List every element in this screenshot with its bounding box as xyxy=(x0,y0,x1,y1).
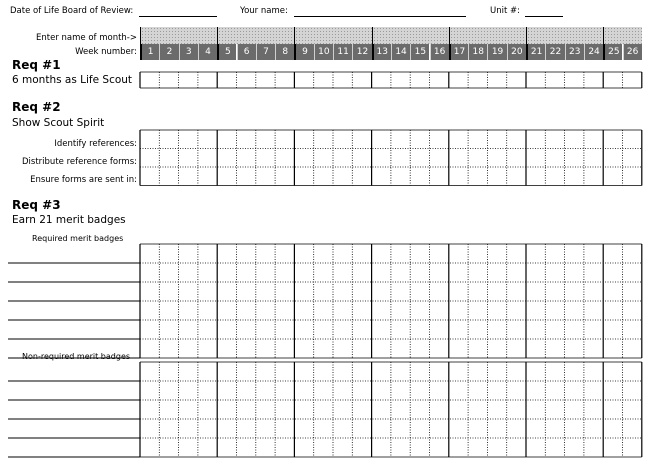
week-number-cell: 19 xyxy=(487,44,506,60)
week-number-cell: 13 xyxy=(372,44,391,60)
req2-row-label-1: Identify references: xyxy=(54,139,137,149)
week-number-cell: 24 xyxy=(584,44,603,60)
req2-description: Show Scout Spirit xyxy=(12,117,105,129)
req1-row-label: 6 months as Life Scout xyxy=(12,74,133,86)
month-label: Enter name of month-> xyxy=(36,33,137,43)
week-number-cell: 18 xyxy=(468,44,487,60)
week-number-cell: 4 xyxy=(198,44,217,60)
week-number-cell: 25 xyxy=(603,44,622,60)
week-number-label: Week number: xyxy=(75,47,137,57)
required-badges-label: Required merit badges xyxy=(32,234,124,243)
req1-title: Req #1 xyxy=(12,58,61,72)
week-number-cell: 21 xyxy=(526,44,545,60)
week-number-cell: 7 xyxy=(256,44,275,60)
week-number-cell: 12 xyxy=(352,44,371,60)
week-number-cell: 15 xyxy=(410,44,429,60)
unit-label: Unit #: xyxy=(490,6,520,16)
week-number-cell: 10 xyxy=(314,44,333,60)
week-number-cell: 1 xyxy=(140,44,159,60)
req2-row-label-3: Ensure forms are sent in: xyxy=(30,175,137,185)
week-number-cell: 3 xyxy=(179,44,198,60)
week-number-cell: 8 xyxy=(275,44,294,60)
review-date-label: Date of Life Board of Review: xyxy=(10,6,134,16)
name-label: Your name: xyxy=(240,6,288,16)
week-number-cell: 5 xyxy=(217,44,236,60)
week-number-cell: 14 xyxy=(391,44,410,60)
week-number-cell: 2 xyxy=(159,44,178,60)
week-number-cell: 22 xyxy=(545,44,564,60)
req2-row-label-2: Distribute reference forms: xyxy=(22,157,137,167)
week-number-cell: 16 xyxy=(430,44,449,60)
week-number-cell: 6 xyxy=(237,44,256,60)
nonrequired-badges-label: Non-required merit badges xyxy=(22,352,131,361)
week-number-cell: 9 xyxy=(294,44,313,60)
week-number-cell: 26 xyxy=(623,44,642,60)
week-number-cell: 17 xyxy=(449,44,468,60)
req3-description: Earn 21 merit badges xyxy=(12,214,126,226)
week-number-cell: 11 xyxy=(333,44,352,60)
week-number-cell: 23 xyxy=(565,44,584,60)
week-number-cell: 20 xyxy=(507,44,526,60)
req2-title: Req #2 xyxy=(12,100,61,114)
req3-title: Req #3 xyxy=(12,198,61,212)
